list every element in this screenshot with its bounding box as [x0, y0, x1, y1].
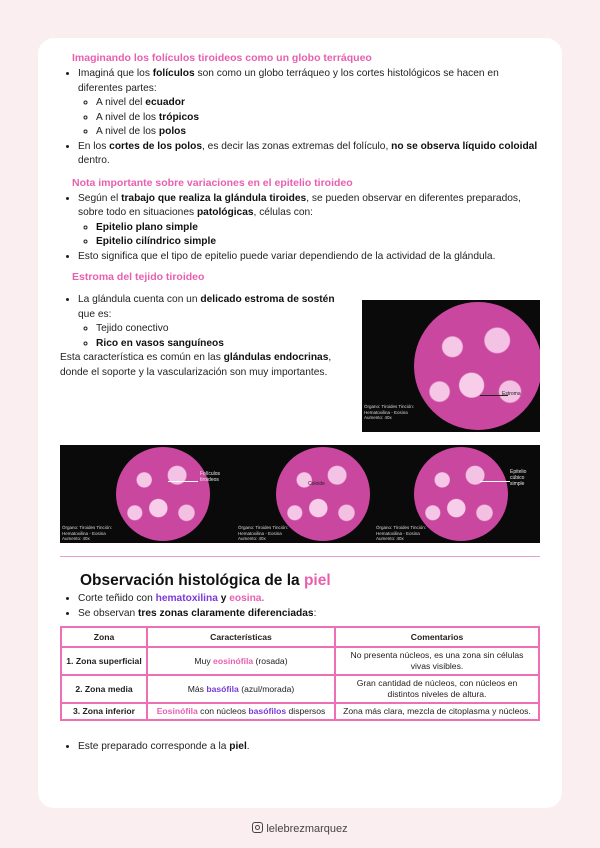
micrograph-label: Estroma [502, 391, 521, 397]
column-header: Zona [61, 627, 147, 647]
table-row [61, 675, 539, 703]
micrograph-field [116, 447, 210, 541]
epithelium-list [60, 192, 542, 265]
table-cell: 2. Zona media [61, 675, 147, 703]
stroma-micrograph [362, 300, 540, 432]
skin-bullets [60, 592, 540, 621]
text: dentro. [78, 155, 110, 166]
text: . [246, 741, 250, 752]
table-row [61, 647, 539, 675]
micrograph-caption: Órgano: Tiroides Tinción: Hematoxilina - Eosina Aumento: 40x [364, 404, 415, 420]
stroma-text [60, 271, 350, 380]
micrograph-field [414, 302, 540, 430]
text: (rosada) [253, 655, 288, 666]
micrograph-label: Epitelio cúbico simple [510, 469, 527, 487]
text-bold: trópicos [158, 111, 200, 123]
section-divider [60, 556, 540, 557]
text: Observación histológica de la [80, 572, 304, 589]
text-highlight: eosina. [229, 593, 265, 604]
text: (azul/morada) [238, 683, 295, 694]
list-item [78, 592, 540, 607]
text-bold: delicado estroma de sostén [200, 294, 335, 305]
text: dispersos [286, 706, 326, 716]
text: Según el [78, 192, 122, 204]
table-cell [147, 647, 335, 675]
list-item [96, 111, 542, 126]
section-heading-epithelium: Nota importante sobre variaciones en el epitelio tiroideo [72, 176, 353, 189]
table-cell: No presenta núcleos, es una zona sin células vivas visibles. [335, 647, 539, 675]
conclusion [60, 740, 540, 755]
list-item [78, 67, 542, 140]
text-bold: folículos [152, 68, 195, 79]
stroma-paragraph [60, 351, 350, 380]
text: Muy [194, 655, 214, 666]
text: : [313, 607, 317, 619]
list-item [78, 192, 542, 250]
text: , se pueden observar en diferentes preparados, sobre todo en situaciones [78, 192, 521, 218]
text-bold: Epitelio cilíndrico simple [96, 236, 217, 247]
text: Este preparado corresponde a la [78, 741, 230, 752]
micrograph-caption: Órgano: Tiroides Tinción: Hematoxilina - Eosina Aumento: 40x [62, 525, 113, 541]
micrograph-caption: Órgano: Tiroides Tinción: Hematoxilina - Eosina Aumento: 40x [376, 525, 427, 541]
skin-list [60, 592, 540, 621]
list-item [96, 235, 542, 250]
epithelium-types [78, 221, 542, 250]
arrow-icon [480, 481, 510, 482]
text-highlight: eosinófila [213, 655, 254, 666]
skin-zones-table [60, 626, 540, 721]
text-bold: Rico en vasos sanguíneos [96, 337, 224, 349]
text-highlight: piel [303, 572, 331, 589]
text: Se observan [78, 607, 139, 619]
levels-list [78, 96, 542, 140]
text-highlight: hematoxilina [155, 593, 218, 604]
list-item [78, 140, 542, 169]
text-highlight: basófila [206, 683, 239, 694]
text: con núcleos [197, 706, 249, 716]
conclusion-list [60, 740, 540, 755]
micrograph-label: Folículos tiroideos [200, 471, 221, 483]
column-header: Comentarios [335, 627, 539, 647]
stroma-sublist [78, 322, 350, 351]
table-cell [147, 703, 335, 720]
list-item [78, 607, 540, 622]
text-bold: trabajo que realiza la glándula tiroides [121, 192, 307, 204]
text: , es decir las zonas extremas del folículo, [202, 140, 392, 152]
table-cell [147, 675, 335, 703]
micrograph-caption: Órgano: Tiroides Tinción: Hematoxilina - Eosina Aumento: 40x [238, 525, 289, 541]
text-bold: tres zonas claramente diferenciadas [138, 607, 314, 619]
text-bold: ecuador [145, 97, 185, 108]
follicle-micrograph-strip [60, 445, 540, 543]
list-item: • Esto significa que el tipo de epitelio puede variar dependiendo de la actividad de la glándula. [78, 250, 542, 265]
list-item [96, 221, 542, 236]
stroma-list [60, 293, 350, 351]
column-header: Características [147, 627, 335, 647]
instagram-icon [252, 822, 263, 833]
footer-handle[interactable]: lelebrezmarquez [266, 823, 348, 835]
table-row [61, 703, 539, 720]
text: A nivel del [96, 97, 146, 108]
list-item [96, 337, 350, 352]
table-cell: 3. Zona inferior [61, 703, 147, 720]
arrow-icon [168, 481, 198, 482]
text: , donde el soporte y la vascularización son muy importantes. [60, 352, 332, 378]
text-bold: piel [229, 741, 247, 752]
text: Más [187, 683, 207, 694]
text: , células con: [253, 207, 314, 218]
text-bold: no se observa líquido coloidal [391, 140, 538, 152]
list-item: ◦ Tejido conectivo [96, 322, 350, 337]
text: A nivel de los [96, 126, 159, 137]
text-bold: cortes de los polos [109, 140, 202, 152]
section-heading-stroma: Estroma del tejido tiroideo [72, 271, 205, 283]
text-highlight: basófilos [248, 706, 287, 716]
text: Esta característica es común en las [60, 352, 224, 363]
table-cell: 1. Zona superficial [61, 647, 147, 675]
list-item [96, 125, 542, 140]
table-header-row [61, 627, 539, 647]
text: y [217, 593, 230, 604]
table-cell: Gran cantidad de núcleos, con núcleos en distintos niveles de altura. [335, 675, 539, 703]
text: que es: [78, 308, 112, 320]
micrograph-label: Coloide [308, 481, 325, 487]
text-highlight: Eosinófila [156, 706, 198, 716]
globe-list [60, 67, 542, 169]
text-bold: Epitelio plano simple [96, 221, 198, 233]
text: Imaginá que los [78, 68, 153, 79]
text: A nivel de los [96, 111, 159, 123]
text: En los [78, 140, 110, 152]
section-heading-globe: Imaginando los folículos tiroideos como un globo terráqueo [72, 52, 372, 64]
text-bold: glándulas endocrinas [223, 352, 329, 363]
text: Corte teñido con [78, 593, 156, 604]
list-item [78, 293, 350, 351]
list-item [96, 96, 542, 111]
text-bold: polos [158, 126, 187, 137]
skin-title [80, 572, 331, 590]
footer [0, 822, 600, 835]
text-bold: patológicas [196, 207, 254, 218]
list-item [78, 740, 540, 755]
text: La glándula cuenta con un [78, 294, 201, 305]
text: son como un globo terráqueo y los cortes histológicos se hacen en diferentes partes: [78, 68, 499, 94]
table-cell: Zona más clara, mezcla de citoplasma y núcleos. [335, 703, 539, 720]
